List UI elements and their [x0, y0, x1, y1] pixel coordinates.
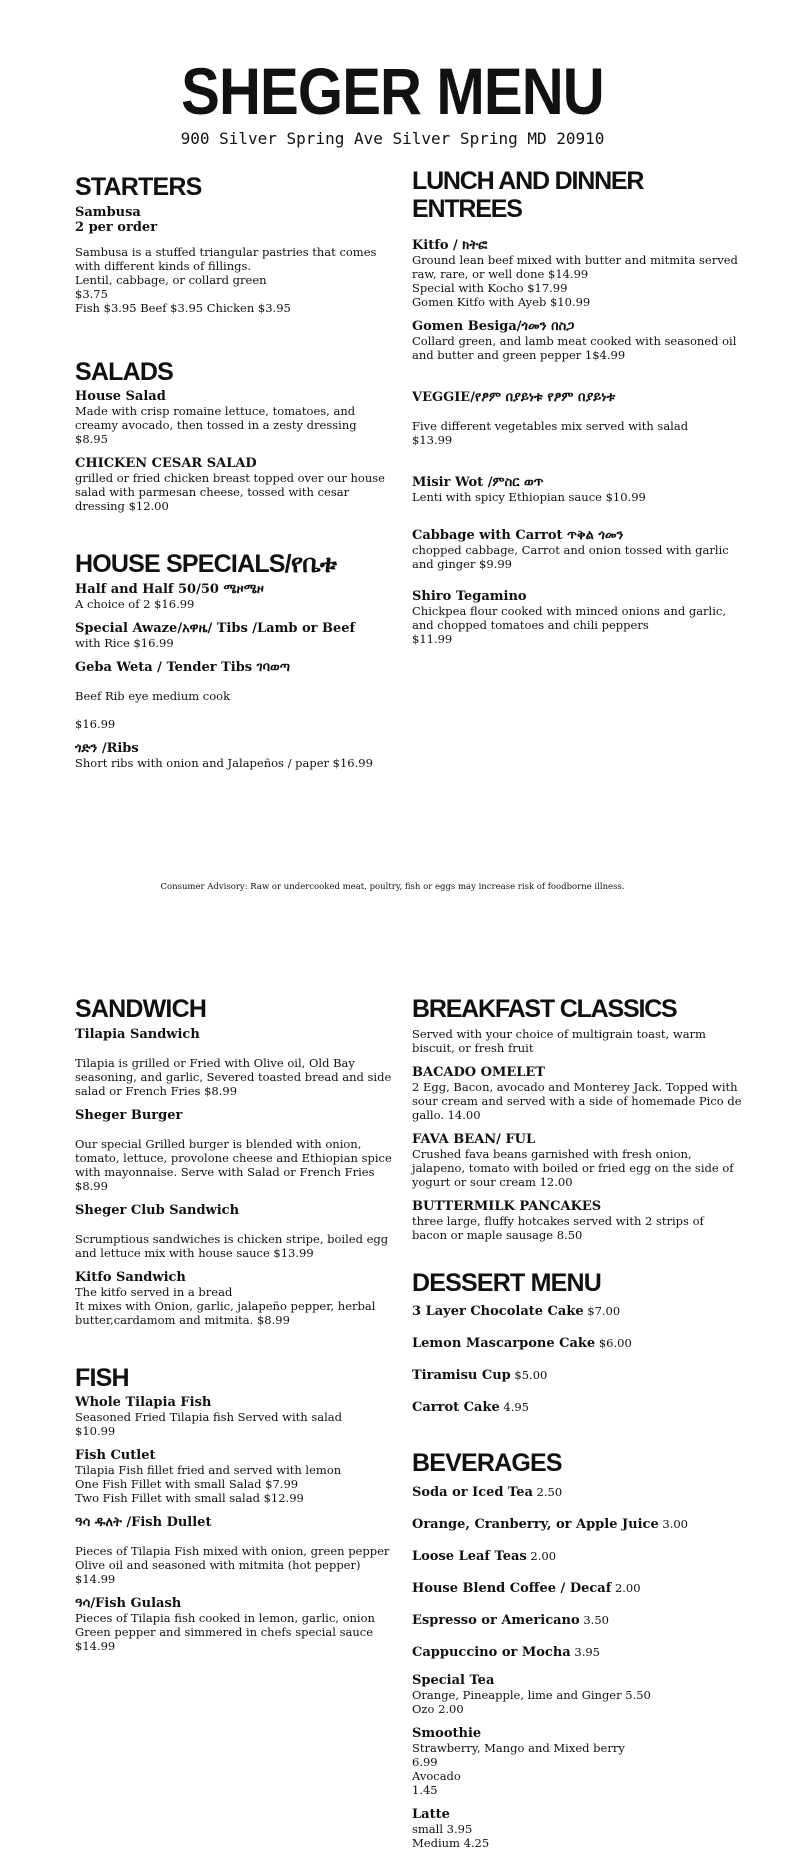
- menu-item: [412, 1481, 742, 1500]
- item-description: Lenti with spicy Ethiopian sauce $10.99: [412, 490, 646, 504]
- menu-item: [75, 1270, 400, 1327]
- item-name: Gomen Besiga/ጎመን በስጋ: [412, 319, 575, 334]
- item-name: Smoothie: [412, 1725, 482, 1741]
- item-description: Short ribs with onion and Jalapeños / paper $16.99: [75, 755, 373, 770]
- item-name: Sheger Club Sandwich: [75, 1202, 240, 1218]
- item-name: Soda or Iced Tea: [412, 1484, 533, 1500]
- item-name: BUTTERMILK PANCAKES: [412, 1198, 602, 1214]
- menu-item: [412, 475, 742, 504]
- menu-item: [75, 389, 400, 446]
- item-name: Cabbage with Carrot ጥቅል ጎመን: [412, 528, 624, 543]
- menu-item: [412, 390, 742, 447]
- left-column-top: [75, 174, 400, 780]
- item-name: Misir Wot /ምስር ወጥ: [412, 475, 544, 490]
- menu-item: [412, 319, 742, 362]
- item-description: Crushed fava beans garnished with fresh onion, jalapeno, tomato with boiled or fried egg on the side of yogurt or sour cream 12.00: [412, 1146, 734, 1189]
- item-description: A choice of 2 $16.99: [75, 596, 195, 611]
- item-name: Sambusa 2 per order: [75, 204, 158, 235]
- menu-item: [412, 1545, 742, 1564]
- menu-item: [412, 528, 742, 571]
- item-price: 2.00: [526, 1548, 557, 1563]
- item-description: Ground lean beef mixed with butter and mitmita served raw, rare, or well done $14.99 Special with Kocho $17.99 Gomen Kitfo with Ayeb $10.99: [412, 253, 738, 309]
- item-description: 2 Egg, Bacon, avocado and Monterey Jack. Topped with sour cream and served with a side of homemade Pico de gallo. 14.00: [412, 1079, 742, 1122]
- section-title-house-specials: HOUSE SPECIALS/የቤቱ: [75, 550, 337, 578]
- menu-item: [412, 1609, 742, 1628]
- menu-item: [412, 238, 742, 309]
- menu-item: [412, 1332, 742, 1351]
- item-description: three large, fluffy hotcakes served with 2 strips of bacon or maple sausage 8.50: [412, 1213, 704, 1242]
- item-name: Espresso or Americano: [412, 1612, 580, 1628]
- menu-item-sambusa: [75, 205, 400, 315]
- item-name: Kitfo Sandwich: [75, 1269, 186, 1285]
- item-description: chopped cabbage, Carrot and onion tossed with garlic and ginger $9.99: [412, 543, 729, 571]
- item-price: 4.95: [499, 1400, 529, 1414]
- menu-item-smoothie: [412, 1726, 742, 1797]
- item-name: VEGGIE/የፆም በያይነቱ የፆም በያይነቱ: [412, 390, 616, 405]
- item-description: Chickpea flour cooked with minced onions and garlic, and chopped tomatoes and chili peppers $11.99: [412, 604, 727, 646]
- item-name: House Salad: [75, 389, 166, 404]
- item-price: $6.00: [595, 1336, 632, 1350]
- item-description: Seasoned Fried Tilapia fish Served with salad $10.99: [75, 1410, 342, 1438]
- section-title-salads: SALADS: [75, 357, 173, 386]
- item-description: Beef Rib eye medium cook $16.99: [75, 688, 231, 731]
- menu-item: [412, 1300, 742, 1319]
- right-column-bottom: [412, 996, 742, 1860]
- menu-item-special-tea: [412, 1673, 742, 1716]
- item-description: Made with crisp romaine lettuce, tomatoes, and creamy avocado, then tossed in a zesty dressing $8.95: [75, 404, 357, 446]
- item-price: 2.00: [611, 1580, 641, 1595]
- item-name: Special Tea: [412, 1672, 495, 1688]
- section-title-entrees: LUNCH AND DINNER ENTREES: [412, 167, 644, 223]
- item-description: Sambusa is a stuffed triangular pastries that comes with different kinds of fillings. Lentil, cabbage, or collard green $3.75 Fish $3.95 Beef $3.95 Chicken $3.95: [75, 244, 377, 315]
- menu-item: [75, 660, 400, 731]
- breakfast-intro: Served with your choice of multigrain toast, warm biscuit, or fresh fruit: [412, 1026, 706, 1055]
- menu-item: [75, 1515, 400, 1586]
- item-name: Special Awaze/አዋዜ/ Tibs /Lamb or Beef: [75, 620, 356, 636]
- menu-item: [75, 1108, 400, 1193]
- menu-item: [412, 1641, 742, 1660]
- item-description: Strawberry, Mango and Mixed berry 6.99 Avocado 1.45: [412, 1740, 625, 1797]
- menu-item: [75, 456, 400, 513]
- item-name: Whole Tilapia Fish: [75, 1395, 212, 1410]
- menu-item: [412, 1132, 742, 1189]
- item-name: Tilapia Sandwich: [75, 1026, 200, 1042]
- item-name: Cappuccino or Mocha: [412, 1644, 571, 1660]
- section-title-dessert: DESSERT MENU: [412, 1268, 602, 1297]
- item-description: Orange, Pineapple, lime and Ginger 5.50 Ozo 2.00: [412, 1687, 651, 1716]
- section-title-sandwich: SANDWICH: [75, 995, 207, 1023]
- item-name: ዓሳ/Fish Gulash: [75, 1596, 182, 1611]
- item-name: 3 Layer Chocolate Cake: [412, 1304, 584, 1319]
- menu-item: [75, 1027, 400, 1098]
- item-name: Kitfo / ክትፎ: [412, 238, 488, 253]
- item-name: House Blend Coffee / Decaf: [412, 1580, 612, 1596]
- item-name: Fish Cutlet: [75, 1448, 156, 1463]
- item-description: small 3.95 Medium 4.25: [412, 1821, 490, 1850]
- menu-item: [75, 1395, 400, 1438]
- item-name: Loose Leaf Teas: [412, 1548, 527, 1564]
- item-price: 3.00: [658, 1516, 688, 1531]
- left-column-bottom: [75, 996, 400, 1663]
- menu-item: [75, 621, 400, 650]
- item-price: 3.95: [570, 1644, 600, 1659]
- menu-item: [75, 1596, 400, 1653]
- item-name: Tiramisu Cup: [412, 1368, 511, 1383]
- menu-item: [75, 741, 400, 770]
- menu-item: [412, 1065, 742, 1122]
- menu-item: [75, 582, 400, 611]
- item-name: Sheger Burger: [75, 1107, 183, 1123]
- item-name: CHICKEN CESAR SALAD: [75, 456, 257, 471]
- section-title-fish: FISH: [75, 1363, 129, 1392]
- menu-item: [75, 1448, 400, 1505]
- item-name: ዓሳ ዱለት /Fish Dullet: [75, 1515, 212, 1530]
- item-name: Shiro Tegamino: [412, 589, 527, 604]
- item-name: Half and Half 50/50 ሜዞሜዞ: [75, 581, 264, 597]
- item-price: 2.50: [532, 1484, 563, 1499]
- item-name: Carrot Cake: [412, 1400, 500, 1415]
- menu-item: [412, 1199, 742, 1242]
- right-column-top: [412, 168, 742, 656]
- menu-item: [412, 589, 742, 646]
- menu-item: [412, 1513, 742, 1532]
- restaurant-address: 900 Silver Spring Ave Silver Spring MD 20910: [180, 129, 605, 148]
- item-description: with Rice $16.99: [75, 635, 174, 650]
- section-title-beverages: BEVERAGES: [412, 1449, 562, 1477]
- item-name: FAVA BEAN/ FUL: [412, 1131, 536, 1147]
- menu-item: [412, 1396, 742, 1415]
- item-description: Five different vegetables mix served with salad $13.99: [412, 419, 689, 447]
- item-price: $7.00: [583, 1304, 621, 1318]
- menu-item: [75, 1203, 400, 1260]
- item-description: Pieces of Tilapia Fish mixed with onion, green pepper Olive oil and seasoned with mitmita (hot pepper) $14.99: [75, 1544, 390, 1586]
- item-description: Scrumptious sandwiches is chicken stripe, boiled egg and lettuce mix with house sauce $13.99: [75, 1231, 389, 1260]
- item-description: Collard green, and lamb meat cooked with seasoned oil and butter and green pepper 1$4.99: [412, 334, 737, 362]
- item-name: ጎድን /Ribs: [75, 740, 139, 756]
- item-name: Orange, Cranberry, or Apple Juice: [412, 1516, 659, 1532]
- section-title-breakfast: BREAKFAST CLASSICS: [412, 995, 677, 1023]
- item-description: Tilapia Fish fillet fried and served with lemon One Fish Fillet with small Salad $7.99 Two Fish Fillet with small salad $12.99: [75, 1463, 342, 1505]
- section-title-starters: STARTERS: [75, 173, 202, 201]
- item-price: 3.50: [579, 1612, 609, 1627]
- menu-title: SHEGER MENU: [181, 54, 604, 128]
- menu-item: [412, 1364, 742, 1383]
- item-description: The kitfo served in a bread It mixes with Onion, garlic, jalapeño pepper, herbal butter,cardamom and mitmita. $8.99: [75, 1284, 376, 1327]
- item-description: Tilapia is grilled or Fried with Olive oil, Old Bay seasoning, and garlic, Severed toasted bread and side salad or French Fries $8.99: [75, 1055, 392, 1098]
- menu-item: [412, 1577, 742, 1596]
- item-description: Our special Grilled burger is blended with onion, tomato, lettuce, provolone cheese and Ethiopian spice with mayonnaise. Serve with Salad or French Fries $8.99: [75, 1136, 392, 1193]
- item-description: Pieces of Tilapia fish cooked in lemon, garlic, onion Green pepper and simmered in chefs special sauce $14.99: [75, 1611, 375, 1653]
- item-description: grilled or fried chicken breast topped over our house salad with parmesan cheese, tossed with cesar dressing $12.00: [75, 471, 385, 513]
- item-name: Lemon Mascarpone Cake: [412, 1336, 596, 1351]
- menu-item-latte: [412, 1807, 742, 1850]
- item-name: BACADO OMELET: [412, 1064, 545, 1080]
- item-price: $5.00: [510, 1368, 548, 1382]
- item-name: Latte: [412, 1806, 450, 1822]
- consumer-advisory: Consumer Advisory: Raw or undercooked meat, poultry, fish or eggs may increase risk of foodborne illness.: [160, 882, 625, 892]
- item-name: Geba Weta / Tender Tibs ገባወጣ: [75, 659, 290, 675]
